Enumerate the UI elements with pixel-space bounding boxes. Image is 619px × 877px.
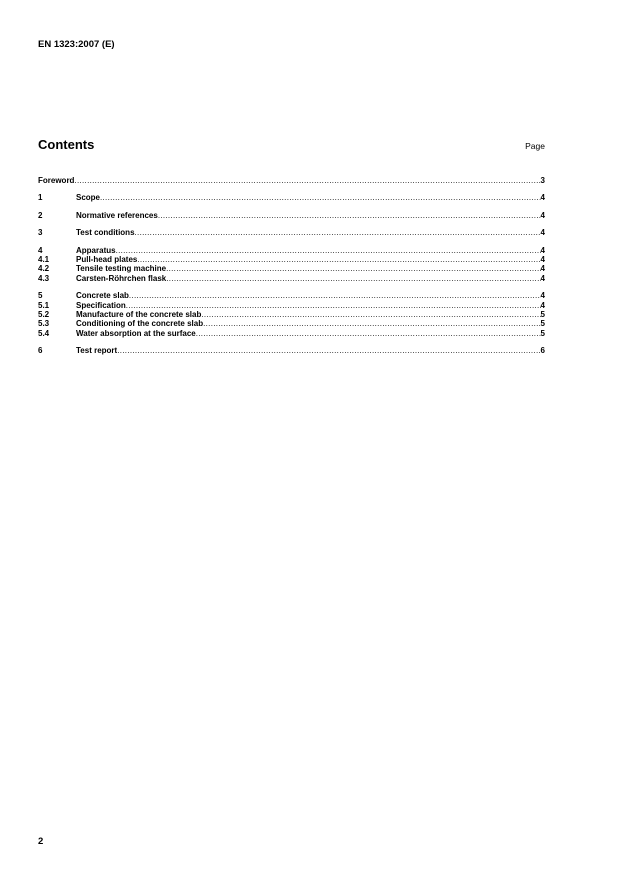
toc-entry-page: 4 — [540, 264, 545, 274]
toc-entry-page: 5 — [540, 328, 545, 338]
toc-dot-leader — [129, 291, 541, 300]
toc-entry-title: Conditioning of the concrete slab — [76, 319, 204, 329]
toc-dot-leader — [203, 319, 540, 328]
toc-entry-page: 4 — [540, 291, 545, 301]
toc-entry-test-report[interactable] — [38, 346, 545, 355]
toc-entry-title: Tensile testing machine — [76, 264, 167, 274]
toc-entry-title: Concrete slab — [76, 291, 129, 301]
document-id: EN 1323:2007 (E) — [38, 39, 115, 50]
toc-entry-page: 4 — [540, 300, 545, 310]
toc-entry-page: 6 — [540, 346, 545, 356]
toc-dot-leader — [166, 274, 540, 283]
toc-entry-number: 5 — [38, 291, 43, 301]
toc-entry-page: 4 — [540, 228, 545, 238]
toc-entry-scope[interactable] — [38, 193, 545, 202]
toc-entry-number: 4.1 — [38, 254, 50, 264]
toc-entry-normative-references[interactable] — [38, 211, 545, 220]
toc-entry-page: 4 — [540, 245, 545, 255]
toc-entry-test-conditions[interactable] — [38, 228, 545, 237]
toc-dot-leader — [135, 228, 541, 237]
toc-dot-leader — [116, 246, 541, 255]
toc-entry-title: Pull-head plates — [76, 254, 138, 264]
contents-title: Contents — [38, 137, 95, 152]
toc-entry-page: 3 — [540, 176, 545, 185]
toc-entry-page: 4 — [540, 193, 545, 203]
toc-entry-number: 5.4 — [38, 328, 50, 338]
toc-dot-leader — [166, 264, 540, 273]
toc-dot-leader — [74, 176, 540, 185]
page-column-label: Page — [525, 141, 545, 151]
toc-entry-page: 4 — [540, 273, 545, 283]
toc-entry-title: Specification — [76, 300, 126, 310]
toc-dot-leader — [158, 211, 541, 220]
toc-entry-page: 4 — [540, 210, 545, 220]
toc-entry-number: 1 — [38, 193, 43, 203]
toc-dot-leader — [137, 255, 540, 264]
toc-entry-title: Scope — [76, 193, 101, 203]
toc-entry-carsten-flask[interactable] — [38, 274, 545, 283]
toc-entry-pull-head-plates[interactable] — [38, 255, 545, 264]
toc-entry-foreword[interactable] — [38, 176, 545, 185]
toc-entry-title: Carsten-Röhrchen flask — [76, 273, 167, 283]
toc-entry-conditioning[interactable] — [38, 319, 545, 328]
toc-dot-leader — [201, 310, 540, 319]
toc-entry-water-absorption[interactable] — [38, 329, 545, 338]
toc-entry-title: Apparatus — [76, 245, 116, 255]
toc-entry-page: 5 — [540, 309, 545, 319]
toc-entry-title: Test report — [76, 346, 118, 356]
toc-dot-leader — [100, 193, 541, 202]
toc-entry-title: Normative references — [76, 210, 158, 220]
toc-entry-number: 5.1 — [38, 300, 50, 310]
toc-entry-title: Manufacture of the concrete slab — [76, 309, 202, 319]
toc-entry-number: 2 — [38, 210, 43, 220]
toc-entry-page: 4 — [540, 254, 545, 264]
toc-entry-number: 3 — [38, 228, 43, 238]
toc-dot-leader — [196, 329, 541, 338]
toc-dot-leader — [117, 346, 540, 355]
toc-entry-number: 4.2 — [38, 264, 50, 274]
toc-entry-number: 4 — [38, 245, 43, 255]
toc-entry-number: 5.3 — [38, 319, 50, 329]
toc-dot-leader — [126, 301, 541, 310]
toc-entry-title: Water absorption at the surface — [76, 328, 196, 338]
toc-entry-title: Foreword — [38, 176, 75, 185]
toc-entry-number: 4.3 — [38, 273, 50, 283]
toc-entry-number: 6 — [38, 346, 43, 356]
page-number: 2 — [38, 836, 44, 847]
table-of-contents — [38, 176, 545, 355]
toc-entry-apparatus[interactable] — [38, 246, 545, 255]
toc-entry-concrete-slab[interactable] — [38, 291, 545, 300]
toc-entry-specification[interactable] — [38, 301, 545, 310]
toc-entry-manufacture[interactable] — [38, 310, 545, 319]
toc-entry-page: 5 — [540, 319, 545, 329]
toc-entry-number: 5.2 — [38, 309, 50, 319]
toc-entry-tensile-testing-machine[interactable] — [38, 264, 545, 273]
toc-entry-title: Test conditions — [76, 228, 135, 238]
